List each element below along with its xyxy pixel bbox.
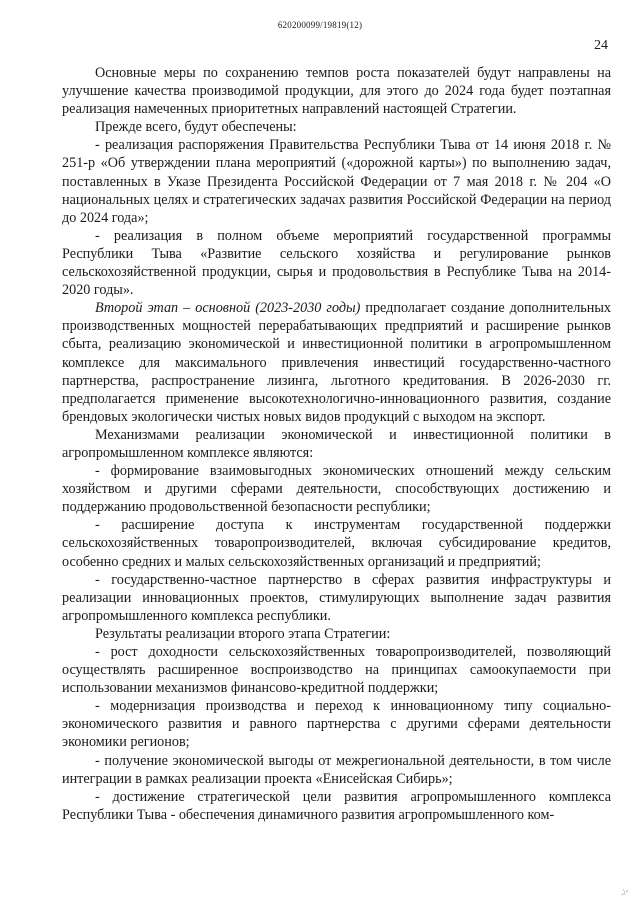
paragraph-text: предполагает создание дополнительных производственных мощностей перерабатывающих предприятий и расширение рынков сбыта, реализацию экономической и инвестиционной политики в агропромышленном комплексе для максимального привлечения инвестиций государственно-частного партнерства, распространение лизинга, льготного кредитования. В 2026-2030 гг. предполагается применение высокотехнологично-инновационного развития, создание брендовых экологически чистых новых видов продукций с выходом на экспорт. <box>62 300 611 425</box>
list-item: - расширение доступа к инструментам государственной поддержки сельскохозяйственных товаропроизводителей, включая субсидирование кредитов, особенно средних и малых сельскохозяйственных организаций и предприятий; <box>62 517 611 570</box>
corner-scribble-mark: -/- <box>617 885 631 899</box>
list-item: - модернизация производства и переход к инновационному типу социально-экономического развития и равного партнерства с другими сферами деятельности экономики регионов; <box>62 698 611 751</box>
list-item: - реализация распоряжения Правительства Республики Тыва от 14 июня 2018 г. № 251-р «Об утверждении плана мероприятий («дорожной карты») по выполнению задач, поставленных в Указе Президента Российской Федерации от 7 мая 2018 г. № 204 «О национальных целях и стратегических задачах развития Российской Федерации на период до 2024 года»; <box>62 137 611 226</box>
list-item: - государственно-частное партнерство в сферах развития инфраструктуры и реализации инновационных проектов, стимулирующих выполнение задач развития агропромышленного комплекса республики. <box>62 571 611 624</box>
document-body <box>62 64 611 824</box>
stage-heading-italic: Второй этап – основной (2023-2030 годы) <box>95 300 361 317</box>
document-registration-number: 620200099/19819(12) <box>277 20 363 30</box>
page-number: 24 <box>594 38 608 53</box>
paragraph: Основные меры по сохранению темпов роста показателей будут направлены на улучшение качества производимой продукции, для этого до 2024 года будет поэтапная реализация намеченных приоритетных направлений настоящей Стратегии. <box>62 65 611 118</box>
list-item: - формирование взаимовыгодных экономических отношений между сельским хозяйством и другими сферами деятельности, способствующих достижению и поддержанию продовольственной безопасности республики; <box>62 463 611 516</box>
paragraph <box>62 299 611 426</box>
list-item: - достижение стратегической цели развития агропромышленного комплекса Республики Тыва - обеспечения динамичного развития агропромышленного ком- <box>62 788 611 823</box>
paragraph: Результаты реализации второго этапа Стратегии: <box>95 625 391 642</box>
list-item: - реализация в полном объеме мероприятий государственной программы Республики Тыва «Развитие сельского хозяйства и регулирование рынков сельскохозяйственной продукции, сырья и продовольствия в Республике Тыва на 2014-2020 годы». <box>62 227 611 299</box>
list-item: - рост доходности сельскохозяйственных товаропроизводителей, позволяющий осуществлять расширенное воспроизводство на принципах самоокупаемости при использовании механизмов финансово-кредитной поддержки; <box>62 644 611 697</box>
paragraph: Механизмами реализации экономической и инвестиционной политики в агропромышленном комплексе являются: <box>62 426 611 461</box>
list-item: - получение экономической выгоды от межрегиональной деятельности, в том числе интеграции в рамках реализации проекта «Енисейская Сибирь»; <box>62 752 611 787</box>
paragraph: Прежде всего, будут обеспечены: <box>95 119 297 136</box>
